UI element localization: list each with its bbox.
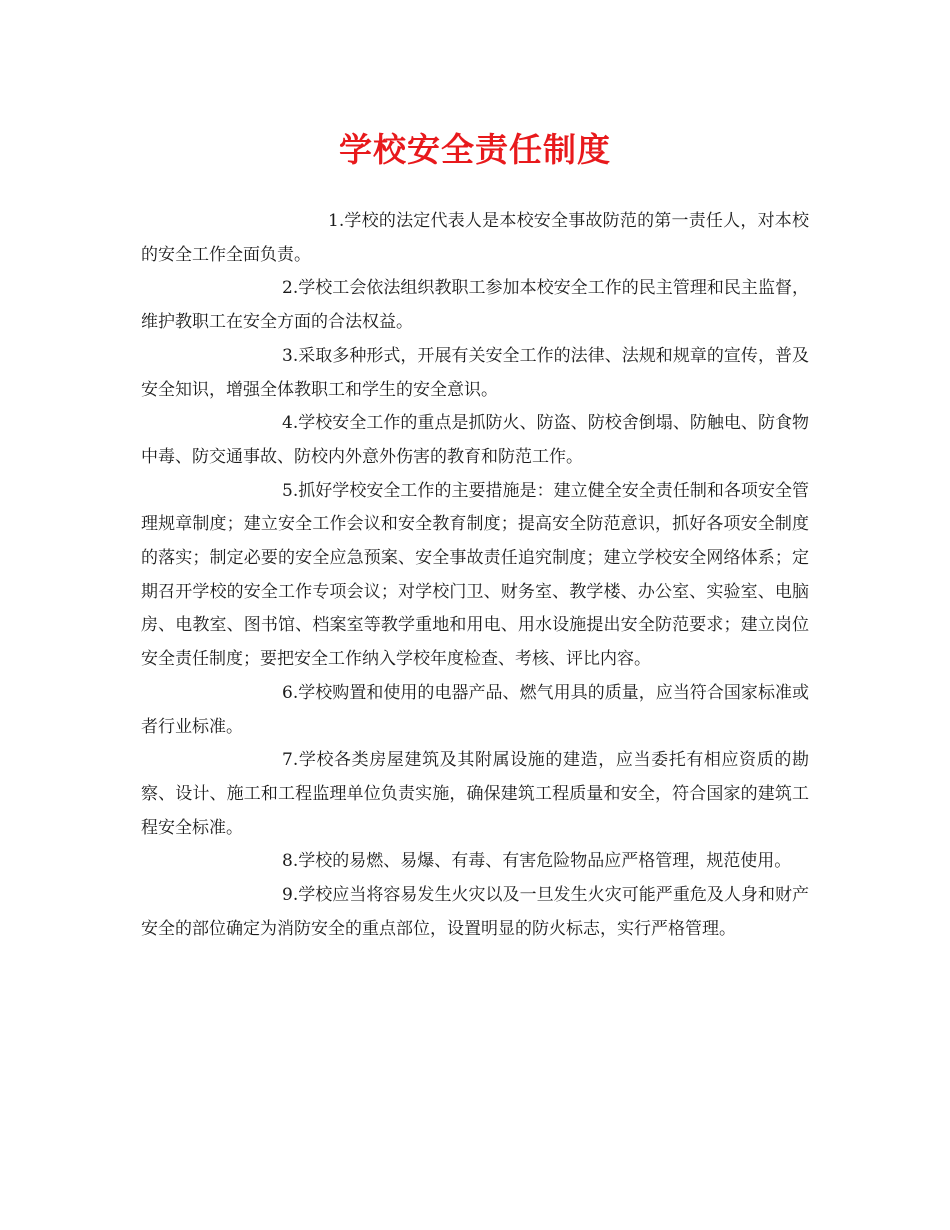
paragraph-8: 8.学校的易燃、易爆、有毒、有害危险物品应严格管理，规范使用。 (282, 851, 792, 872)
paragraph-9: 9.学校应当将容易发生火灾以及一旦发生火灾可能严重危及人身和财产安全的部位确定为消防安全的重点部位，设置明显的防火标志，实行严格管理。 (141, 885, 809, 939)
paragraph-5: 5.抓好学校安全工作的主要措施是：建立健全安全责任制和各项安全管理规章制度；建立安全工作会议和安全教育制度；提高安全防范意识，抓好各项安全制度的落实；制定必要的安全应急预案、安全事故责任追究制度；建立学校安全网络体系；定期召开学校的安全工作专项会议；对学校门卫、财务室、教学楼、办公室、实验室、电脑房、电教室、图书馆、档案室等教学重地和用电、用水设施提出安全防范要求；建立岗位安全责任制度；要把安全工作纳入学校年度检查、考核、评比内容。 (141, 480, 809, 670)
paragraph-6: 6.学校购置和使用的电器产品、燃气用具的质量，应当符合国家标准或者行业标准。 (141, 682, 809, 737)
paragraph-3: 3.采取多种形式，开展有关安全工作的法律、法规和规章的宣传，普及安全知识，增强全体教职工和学生的安全意识。 (141, 345, 809, 400)
paragraph-7: 7.学校各类房屋建筑及其附属设施的建造，应当委托有相应资质的勘察、设计、施工和工程监理单位负责实施，确保建筑工程质量和安全，符合国家的建筑工程安全标准。 (141, 750, 809, 838)
paragraph-1: 1.学校的法定代表人是本校安全事故防范的第一责任人，对本校的安全工作全面负责。 (141, 211, 809, 265)
paragraph-4: 4.学校安全工作的重点是抓防火、防盗、防校舍倒塌、防触电、防食物中毒、防交通事故、防校内外意外伤害的教育和防范工作。 (141, 413, 809, 467)
document-title: 学校安全责任制度 (339, 130, 611, 169)
document-body (141, 205, 809, 946)
paragraph-2: 2.学校工会依法组织教职工参加本校安全工作的民主管理和民主监督，维护教职工在安全方面的合法权益。 (141, 278, 809, 333)
